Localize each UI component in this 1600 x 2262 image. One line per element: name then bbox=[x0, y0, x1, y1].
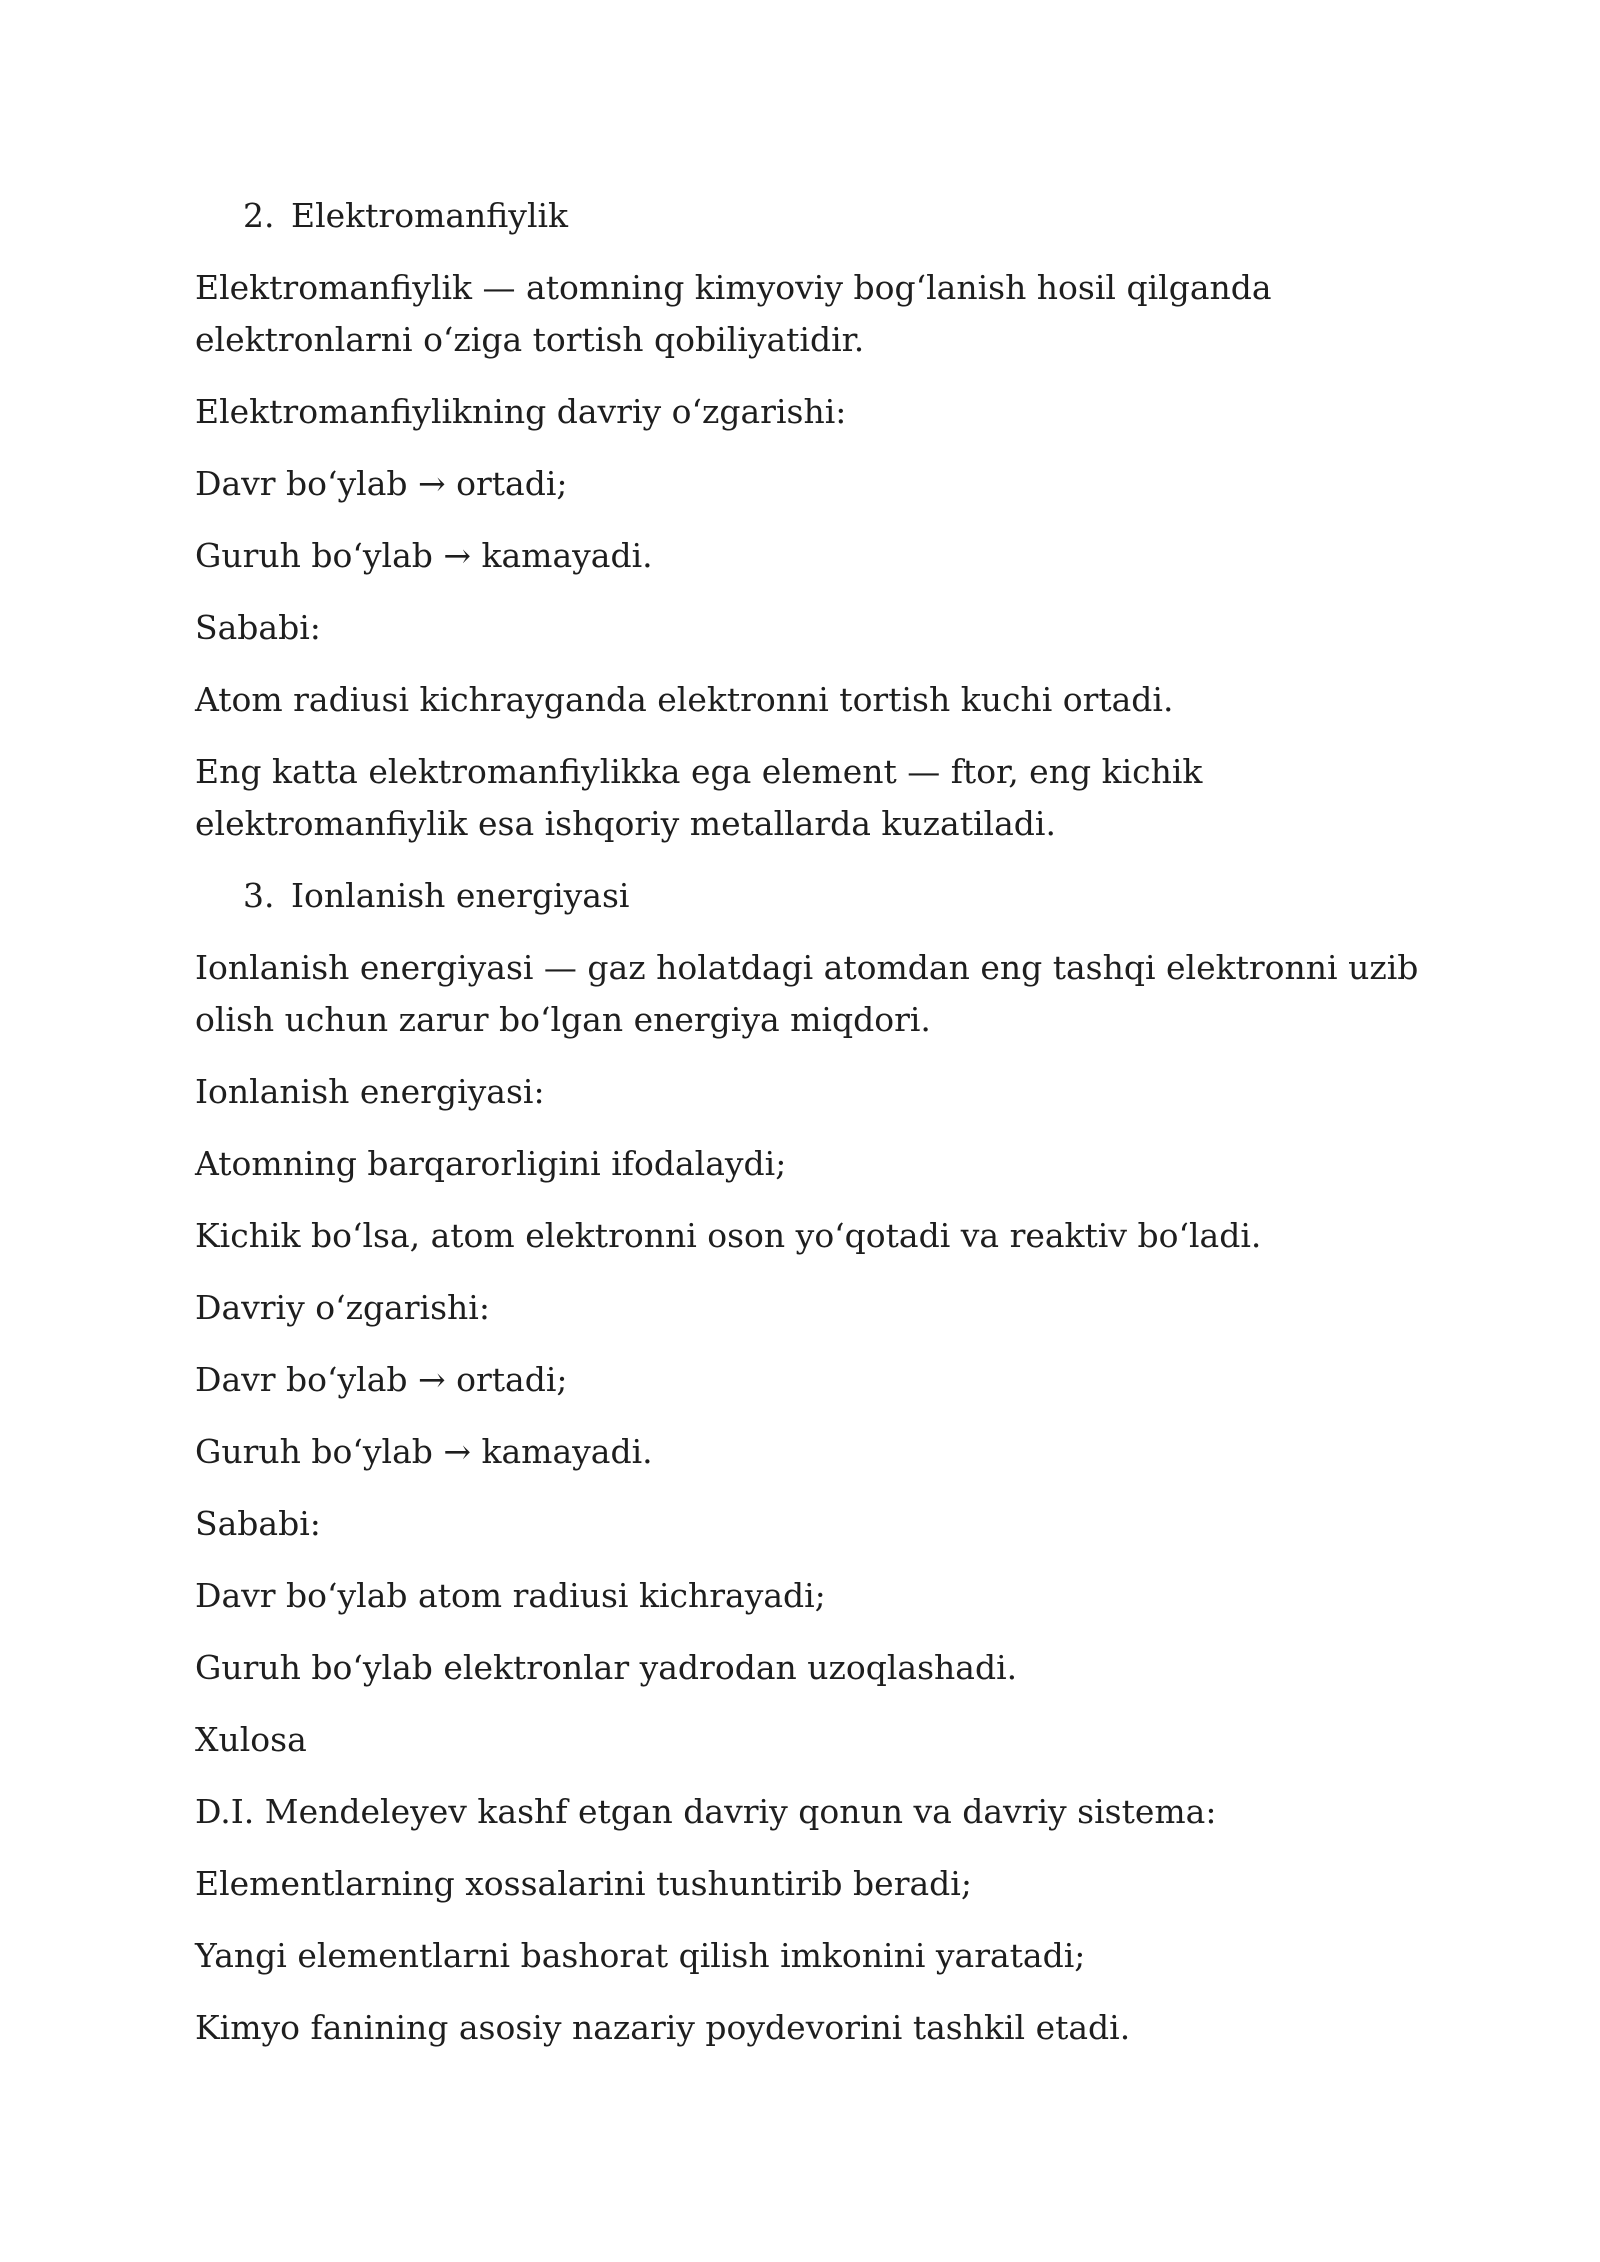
paragraph-period-trend: Davr bo‘ylab → ortadi; bbox=[195, 464, 568, 503]
paragraph-extremes: Eng katta elektromanfiylikka ega element — ftor, eng kichik elektromanfiylik esa ishqoriy metallarda kuzatiladi. bbox=[195, 752, 1203, 843]
paragraph-periodic-change-label: Davriy o‘zgarishi: bbox=[195, 1288, 490, 1327]
section-title: Ionlanish energiyasi bbox=[291, 876, 630, 915]
paragraph-reason-label: Sababi: bbox=[195, 1504, 321, 1543]
paragraph-definition: Ionlanish energiyasi — gaz holatdagi atomdan eng tashqi elektronni uzib olish uchun zarur bo‘lgan energiya miqdori. bbox=[195, 948, 1419, 1039]
paragraph-group-trend: Guruh bo‘ylab → kamayadi. bbox=[195, 1432, 653, 1471]
section-heading-ionization-energy bbox=[195, 870, 1435, 922]
section-number: 3. bbox=[243, 876, 275, 915]
paragraph-conclusion-intro: D.I. Mendeleyev kashf etgan davriy qonun va davriy sistema: bbox=[195, 1792, 1217, 1831]
paragraph-period-trend: Davr bo‘ylab → ortadi; bbox=[195, 1360, 568, 1399]
paragraph-reason-period: Davr bo‘ylab atom radiusi kichrayadi; bbox=[195, 1576, 826, 1615]
paragraph-periodic-change-label: Elektromanfiylikning davriy o‘zgarishi: bbox=[195, 392, 847, 431]
paragraph-reactivity: Kichik bo‘lsa, atom elektronni oson yo‘qotadi va reaktiv bo‘ladi. bbox=[195, 1216, 1262, 1255]
document-body bbox=[195, 190, 1435, 2074]
paragraph-ionization-label: Ionlanish energiyasi: bbox=[195, 1072, 545, 1111]
paragraph-stability: Atomning barqarorligini ifodalaydi; bbox=[195, 1144, 787, 1183]
paragraph-reason-group: Guruh bo‘ylab elektronlar yadrodan uzoqlashadi. bbox=[195, 1648, 1018, 1687]
paragraph-definition: Elektromanfiylik — atomning kimyoviy bog‘lanish hosil qilganda elektronlarni o‘ziga tortish qobiliyatidir. bbox=[195, 268, 1272, 359]
section-heading-electronegativity bbox=[195, 190, 1435, 242]
paragraph-group-trend: Guruh bo‘ylab → kamayadi. bbox=[195, 536, 653, 575]
paragraph-conclusion-heading: Xulosa bbox=[195, 1720, 307, 1759]
paragraph-reason: Atom radiusi kichrayganda elektronni tortish kuchi ortadi. bbox=[195, 680, 1174, 719]
paragraph-conclusion-point-2: Yangi elementlarni bashorat qilish imkonini yaratadi; bbox=[195, 1936, 1086, 1975]
section-title: Elektromanfiylik bbox=[291, 196, 569, 235]
paragraph-conclusion-point-1: Elementlarning xossalarini tushuntirib beradi; bbox=[195, 1864, 972, 1903]
paragraph-conclusion-point-3: Kimyo fanining asosiy nazariy poydevorini tashkil etadi. bbox=[195, 2008, 1131, 2047]
paragraph-reason-label: Sababi: bbox=[195, 608, 321, 647]
section-number: 2. bbox=[243, 196, 275, 235]
